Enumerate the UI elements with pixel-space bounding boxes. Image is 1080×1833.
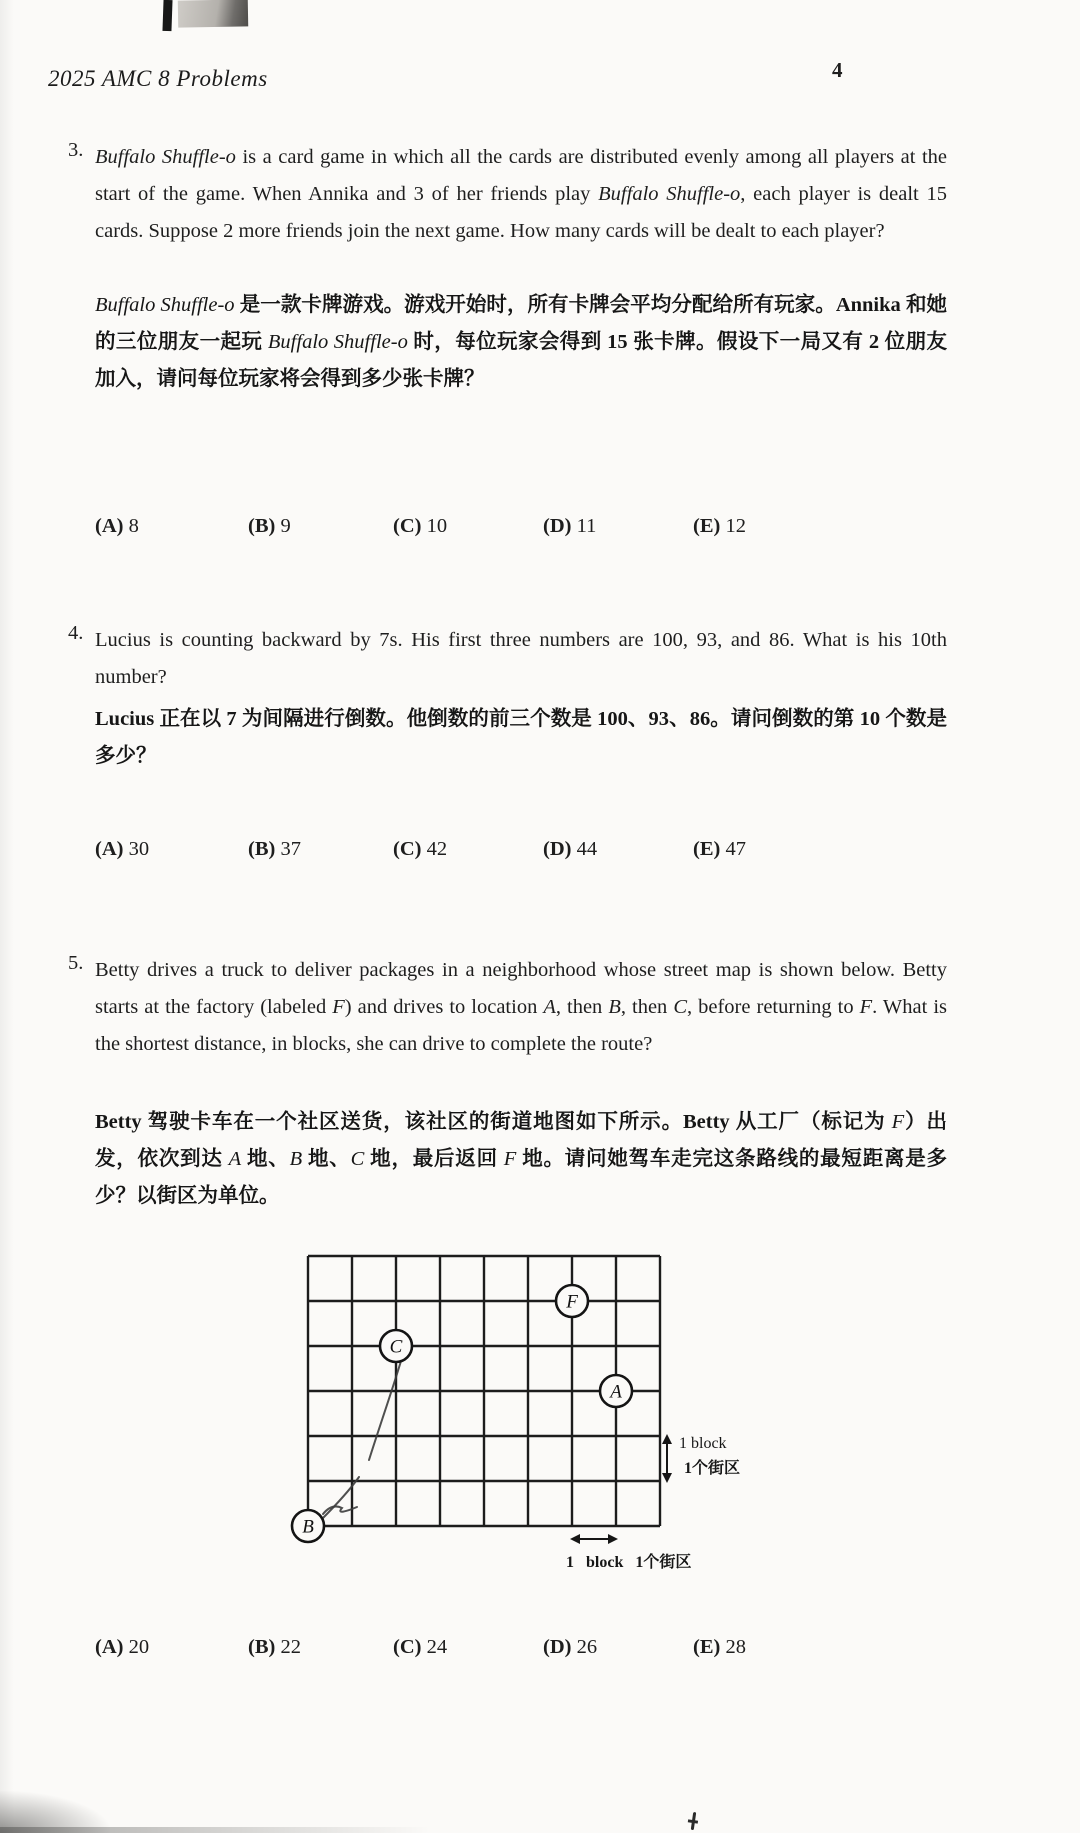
map-node-label-C: C <box>389 1336 403 1358</box>
option-C: (C) 24 <box>393 1636 448 1658</box>
problem-5-text-zh: Betty 驾驶卡车在一个社区送货，该社区的街道地图如下所示。Betty 从工厂（标记为 F）出发，依次到达 A 地、B 地、C 地，最后返回 F 地。请问她驾车走完这条路线的最短距离是多少？以街区为单位。 <box>95 1111 948 1207</box>
scan-edge-shadow <box>0 0 14 1833</box>
map-node-label-B: B <box>302 1516 314 1538</box>
problem-3-text-zh: Buffalo Shuffle-o 是一款卡牌游戏。游戏开始时，所有卡牌会平均分配给所有玩家。Annika 和她的三位朋友一起玩 Buffalo Shuffle-o 时，每位玩家会得到 15 张卡牌。假设下一局又有 2 位朋友加入，请问每位玩家将会得到多少张卡牌？ <box>95 294 948 390</box>
option-A: (A) 8 <box>95 515 139 537</box>
option-E: (E) 47 <box>693 838 746 860</box>
problem-4-text-en: Lucius is counting backward by 7s. His first three numbers are 100, 93, and 86. What is his 10th number? <box>95 629 947 688</box>
scan-artifact-bottom-strip <box>0 1827 430 1833</box>
vertical-scale-indicator <box>662 1434 740 1483</box>
problem-3-answer-options <box>95 515 875 549</box>
map-node-label-F: F <box>566 1291 578 1313</box>
option-A: (A) 30 <box>95 838 150 860</box>
horizontal-scale-label: 1 block 1个街区 <box>566 1554 692 1571</box>
option-D: (D) 11 <box>543 515 597 537</box>
option-D: (D) 26 <box>543 1636 598 1658</box>
page-number: 4 <box>832 58 843 82</box>
option-D: (D) 44 <box>543 838 598 860</box>
map-node-label-A: A <box>610 1381 622 1403</box>
problem-5-number: 5. <box>68 952 84 974</box>
option-E: (E) 28 <box>693 1636 746 1658</box>
option-B: (B) 37 <box>248 838 301 860</box>
map-nodes <box>292 1285 632 1542</box>
problem-4-answer-options <box>95 838 875 872</box>
vertical-scale-label-en: 1 block <box>679 1435 727 1452</box>
option-A: (A) 20 <box>95 1636 150 1658</box>
problem-4-text-zh: Lucius 正在以 7 为间隔进行倒数。他倒数的前三个数是 100、93、86。请问倒数的第 10 个数是多少？ <box>95 708 947 767</box>
problem-4-number: 4. <box>68 622 84 644</box>
option-C: (C) 42 <box>393 838 448 860</box>
option-E: (E) 12 <box>693 515 746 537</box>
document-title: 2025 AMC 8 Problems <box>48 66 268 91</box>
vertical-scale-label-zh: 1个街区 <box>684 1460 741 1477</box>
horizontal-scale-indicator <box>566 1534 691 1571</box>
street-map-diagram <box>290 1248 790 1588</box>
problem-5-text-en: Betty drives a truck to deliver packages in a neighborhood whose street map is shown below. Betty starts at the factory (labeled F) and drives to location A, then B, then C, before returning to F. What is the shortest distance, in blocks, she can drive to complete the route? <box>95 959 948 1055</box>
option-B: (B) 9 <box>248 515 291 537</box>
problem-5-answer-options <box>95 1636 875 1670</box>
problem-3-text-en: Buffalo Shuffle-o is a card game in which all the cards are distributed evenly among all players at the start of the game. When Annika and 3 of her friends play Buffalo Shuffle-o, each player is dealt 15 cards. Suppose 2 more friends join the next game. How many cards will be dealt to each player? <box>95 146 948 242</box>
problem-3-number: 3. <box>68 139 84 161</box>
pen-annotation <box>321 1361 624 1520</box>
scan-artifact-top-bar <box>162 0 172 31</box>
option-B: (B) 22 <box>248 1636 301 1658</box>
option-C: (C) 10 <box>393 515 448 537</box>
scan-artifact-top-block <box>178 0 248 28</box>
scan-artifact-pen-mark <box>687 1811 699 1830</box>
